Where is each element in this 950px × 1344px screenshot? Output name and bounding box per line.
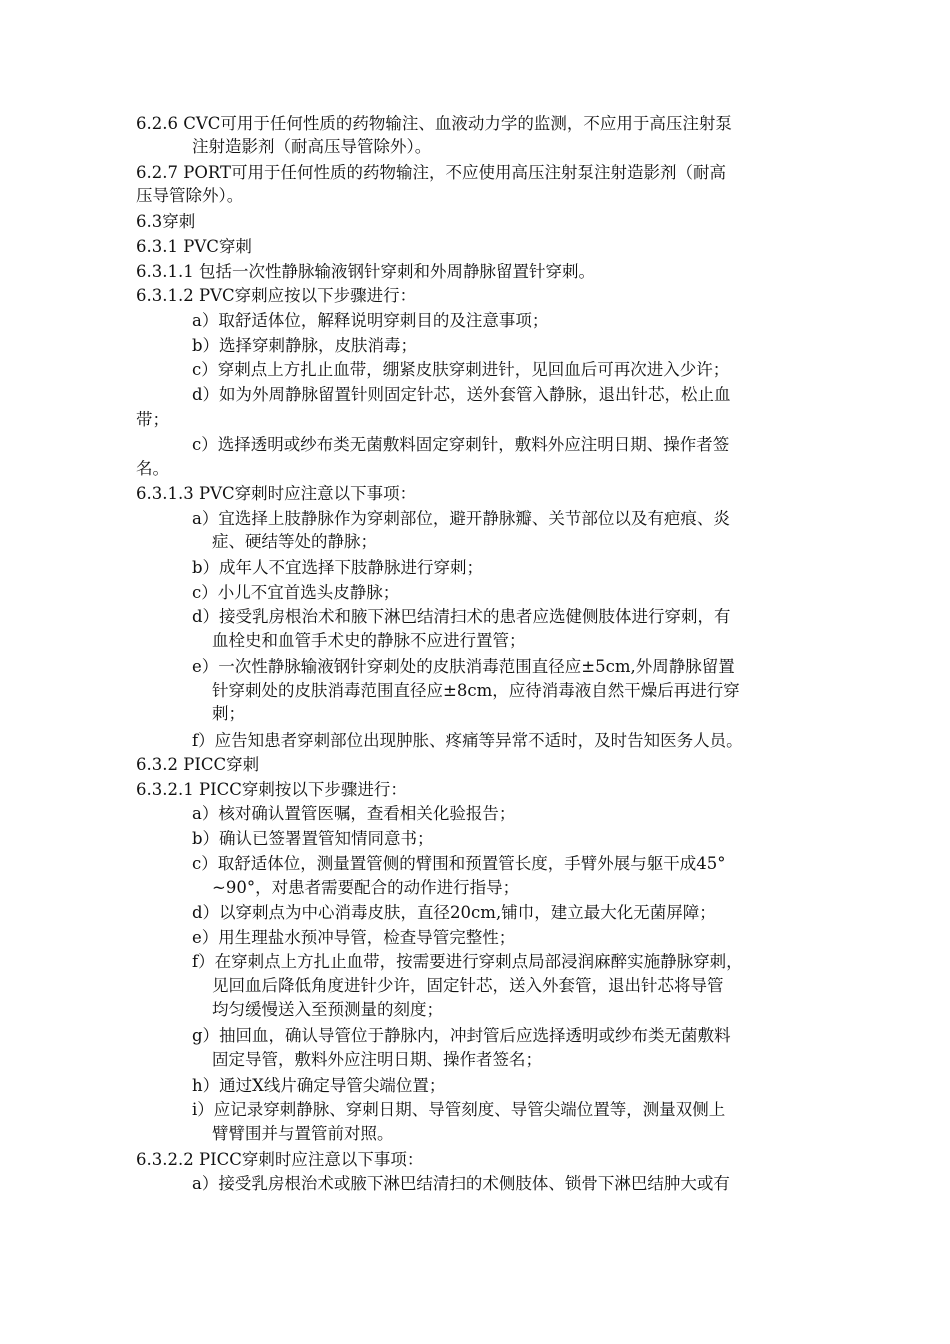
list-item: a）宜选择上肢静脉作为穿刺部位，避开静脉瓣、关节部位以及有疤痕、炎 [192,509,730,528]
list-item: d）如为外周静脉留置针则固定针芯，送外套管入静脉，退出针芯，松止血 [192,385,731,404]
list-item: c）穿刺点上方扎止血带，绷紧皮肤穿刺进针，见回血后可再次进入少许； [192,360,730,379]
text-line: 6.2.6 CVC可用于任何性质的药物输注、血液动力学的监测，不应用于高压注射泵 [136,114,732,133]
list-item: g）抽回血，确认导管位于静脉内，冲封管后应选择透明或纱布类无菌敷料 [192,1026,731,1045]
list-item: a）取舒适体位，解释说明穿刺目的及注意事项； [192,311,549,330]
list-item: d）以穿刺点为中心消毒皮肤，直径20cm,铺巾，建立最大化无菌屏障； [192,903,716,922]
text-line: 6.3.2.1 PICC穿刺按以下步骤进行： [136,780,407,799]
section-heading: 6.3.1 PVC穿刺 [136,237,252,256]
list-item: h）通过X线片确定导管尖端位置； [192,1076,446,1095]
list-item-continuation: ~90°，对患者需要配合的动作进行指导； [212,878,520,897]
text-line: 6.3.1.3 PVC穿刺时应注意以下事项： [136,484,417,503]
list-item-continuation: 针穿刺处的皮肤消毒范围直径应±8cm，应待消毒液自然干燥后再进行穿 [212,681,740,700]
text-line: 压导管除外）。 [136,186,244,205]
list-item: c）取舒适体位，测量置管侧的臂围和预置管长度，手臂外展与躯干成45° [192,854,726,873]
text-line: 6.2.7 PORT可用于任何性质的药物输注，不应使用高压注射泵注射造影剂（耐高 [136,163,726,182]
list-item: i）应记录穿刺静脉、穿刺日期、导管刻度、导管尖端位置等，测量双侧上 [192,1100,726,1119]
section-heading: 6.3穿刺 [136,212,196,231]
text-line: 带； [136,410,169,429]
text-line: 注射造影剂（耐高压导管除外）。 [192,137,432,156]
list-item: c）小儿不宜首选头皮静脉； [192,583,400,602]
list-item: b）成年人不宜选择下肢静脉进行穿刺； [192,558,484,577]
list-item-continuation: 症、硬结等处的静脉； [212,532,377,551]
list-item-continuation: 血栓史和血管手术史的静脉不应进行置管； [212,631,526,650]
list-item: e）用生理盐水预冲导管，检查导管完整性； [192,928,516,947]
list-item: a）核对确认置管医嘱，查看相关化验报告； [192,804,516,823]
list-item-continuation: 固定导管，敷料外应注明日期、操作者签名； [212,1050,542,1069]
list-item: a）接受乳房根治术或腋下淋巴结清扫的术侧肢体、锁骨下淋巴结肿大或有 [192,1174,730,1193]
list-item-continuation: 臂臂围并与置管前对照。 [212,1124,394,1143]
text-line: 名。 [136,459,169,478]
list-item: c）选择透明或纱布类无菌敷料固定穿刺针，敷料外应注明日期、操作者签 [192,435,730,454]
section-heading: 6.3.2 PICC穿刺 [136,755,260,774]
list-item: f）应告知患者穿刺部位出现肿胀、疼痛等异常不适时，及时告知医务人员。 [192,731,743,750]
text-line: 6.3.1.1 包括一次性静脉输液钢针穿刺和外周静脉留置针穿刺。 [136,262,595,281]
list-item: f）在穿刺点上方扎止血带，按需要进行穿刺点局部浸润麻醉实施静脉穿刺， [192,952,743,971]
list-item: e）一次性静脉输液钢针穿刺处的皮肤消毒范围直径应±5cm,外周静脉留置 [192,657,735,676]
list-item-continuation: 刺； [212,704,245,723]
list-item: d）接受乳房根治术和腋下淋巴结清扫术的患者应选健侧肢体进行穿刺，有 [192,607,731,626]
list-item: b）确认已签署置管知情同意书； [192,829,434,848]
text-line: 6.3.2.2 PICC穿刺时应注意以下事项： [136,1150,424,1169]
list-item-continuation: 见回血后降低角度进针少许，固定针芯，送入外套管，退出针芯将导管 [212,976,724,995]
list-item: b）选择穿刺静脉，皮肤消毒； [192,336,418,355]
list-item-continuation: 均匀缓慢送入至预测量的刻度； [212,1000,443,1019]
text-line: 6.3.1.2 PVC穿刺应按以下步骤进行： [136,286,417,305]
